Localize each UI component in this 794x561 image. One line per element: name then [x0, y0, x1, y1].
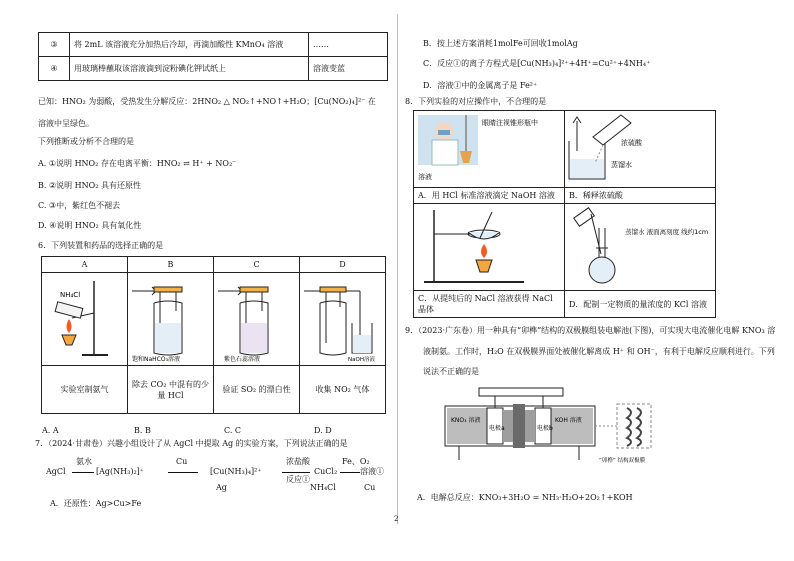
column-divider [397, 14, 398, 524]
q7-flow-diagram [38, 456, 390, 500]
row-number: ④ [39, 57, 70, 81]
q8-caption-b: B．稀释浓硫酸 [565, 188, 716, 204]
flow-nh4cl: NH₄Cl [310, 483, 336, 492]
ammonia-apparatus-diagram [42, 273, 122, 363]
q6-apparatus-d [300, 273, 386, 366]
q7-option-a: A．还原性：Ag>Cu>Fe [50, 499, 142, 508]
distilled-water-label: 蒸馏水 [611, 161, 632, 169]
dilution-diagram [565, 111, 715, 185]
q6-option-a: A. A [42, 426, 59, 435]
kno3-label: KNO₃ 溶液 [451, 417, 481, 424]
q9-option-a: A．电解总反应：KNO₃+3H₂O = NH₃·H₂O+2O₂↑+KOH [417, 493, 633, 502]
evaporation-diagram [414, 204, 564, 288]
nh4cl-label: NH₄Cl [60, 291, 81, 299]
q9-line-1: 9．（2023·广东卷）用一种具有“卯榫”结构的双极膜组装电解池(下图)，可实现大电流催化电解 KNO₃ 溶 [405, 326, 776, 335]
row-result: …… [309, 33, 388, 57]
q7-option-b: B．按上述方案消耗1molFe可回收1molAg [423, 39, 578, 48]
known-info-2: 溶液中呈绿色。 [38, 119, 94, 128]
flow-arrow [168, 472, 198, 473]
row-operation: 用玻璃棒蘸取该溶液滴到淀粉碘化钾试纸上 [70, 57, 309, 81]
q9-line-3: 说法不正确的是 [423, 367, 479, 376]
experiment-table [38, 32, 388, 81]
flow-reagent-fe-o2: Fe、O₂ [342, 457, 370, 466]
q6-option-d: D. D [314, 426, 332, 435]
known-info-1: 已知：HNO₂ 为弱酸，受热发生分解反应：2HNO₂ △ NO₂↑+NO↑+H₂O；[Cu(NO₂)₄]²⁻ 在 [38, 97, 376, 106]
titration-photo [414, 111, 564, 185]
q6-caption-b: 除去 CO₂ 中混有的少量 HCl [128, 366, 214, 414]
b-liquid-label: 饱和NaHCO₃溶液 [132, 356, 180, 363]
gas-collection-d-diagram [300, 273, 380, 363]
flow-arrow [72, 472, 94, 473]
flow-agcl: AgCl [46, 467, 66, 476]
q7-option-c: C．反应①的离子方程式是[Cu(NH₃)₄]²⁺+4H⁺=Cu²⁺+4NH₄⁺ [423, 59, 651, 68]
q6-apparatus-c [214, 273, 300, 366]
q6-apparatus-a [42, 273, 128, 366]
option-a: A. ①说明 HNO₂ 存在电离平衡：HNO₂ ⇌ H⁺ + NO₂⁻ [38, 159, 237, 168]
q6-caption-c: 验证 SO₂ 的漂白性 [214, 366, 300, 414]
flow-reagent-ammonia: 氨水 [76, 457, 92, 466]
row-operation: 将 2mL 该溶液充分加热后冷却，再滴加酸性 KMnO₄ 溶液 [70, 33, 309, 57]
q6-table [41, 256, 386, 414]
gas-wash-bottle-c-diagram [214, 273, 294, 363]
q6-caption-d: 收集 NO₂ 气体 [300, 366, 386, 414]
electrode-b-label: 电极b [537, 425, 553, 432]
koh-label: KOH 溶液 [555, 417, 582, 424]
titration-label-top: 眼睛注视锥形瓶中 [482, 119, 538, 127]
q6-stem: 6．下列装置和药品的选择正确的是 [38, 241, 164, 250]
flow-cucl2: CuCl₂ [314, 467, 338, 476]
q6-header-b: B [128, 257, 214, 273]
flow-arrow [282, 472, 310, 473]
volumetric-flask-diagram [565, 204, 715, 288]
flow-ag-complex: [Ag(NH₃)₂]⁺ [96, 467, 144, 476]
q6-apparatus-b [128, 273, 214, 366]
q8-table [413, 110, 716, 318]
option-c: C. ③中，紫红色不褪去 [38, 201, 121, 210]
flow-ag: Ag [216, 483, 227, 492]
q8-cell-a [414, 111, 565, 188]
q6-header-d: D [300, 257, 386, 273]
flow-reaction-1: 反应① [286, 475, 310, 484]
flow-reagent-cu: Cu [176, 457, 188, 466]
q7-stem: 7．（2024·甘肃卷）兴趣小组设计了从 AgCl 中提取 Ag 的实验方案，下列说法正确的是 [35, 439, 348, 448]
q8-caption-c: C．从提纯后的 NaCl 溶液获得 NaCl 晶体 [414, 291, 565, 318]
flow-reagent-hcl: 浓盐酸 [286, 457, 310, 466]
q8-caption-a: A．用 HCl 标准溶液滴定 NaOH 溶液 [414, 188, 565, 204]
electrode-a-label: 电极a [489, 425, 505, 432]
q8-cell-b [565, 111, 716, 188]
q6-header-c: C [214, 257, 300, 273]
row-number: ③ [39, 33, 70, 57]
q6-caption-a: 实验室制氨气 [42, 366, 128, 414]
q6-option-b: B. B [134, 426, 151, 435]
gas-wash-bottle-b-diagram [128, 273, 208, 363]
c-liquid-label: 紫色石蕊溶液 [224, 356, 261, 363]
q9-line-2: 液制氨。工作时，H₂O 在双极膜界面处被催化解离成 H⁺ 和 OH⁻，有利于电解反应顺利进行。下列 [423, 347, 775, 356]
flow-solution-1: 溶液① [360, 467, 384, 476]
q6-option-c: C. C [224, 426, 242, 435]
flow-arrow [340, 472, 360, 473]
d-liquid-label: NaOH溶液 [348, 357, 375, 363]
titration-label-bottom: 溶液 [418, 173, 432, 181]
flow-cu-complex: [Cu(NH₃)₄]²⁺ [210, 467, 262, 476]
table-row [39, 57, 388, 81]
q8-stem: 8．下列实验的对应操作中，不合理的是 [405, 97, 547, 106]
flask-label: 蒸馏水 液面离刻度 线约1cm [625, 228, 709, 236]
option-d: D. ④说明 HNO₂ 具有氧化性 [38, 221, 142, 230]
q7-option-d: D．溶液①中的金属离子是 Fe²⁺ [423, 81, 538, 90]
electrolysis-diagram [439, 384, 679, 474]
page-number: 2 [394, 515, 399, 523]
conc-sulfuric-label: 浓硫酸 [621, 139, 642, 147]
option-b: B. ②说明 HNO₂ 具有还原性 [38, 181, 141, 190]
q8-caption-d: D．配制一定物质的量浓度的 KCl 溶液 [565, 291, 716, 318]
q8-cell-c [414, 204, 565, 291]
row-result: 溶液变蓝 [309, 57, 388, 81]
q8-cell-d [565, 204, 716, 291]
question-text: 下列推断或分析不合理的是 [38, 137, 134, 146]
q6-header-a: A [42, 257, 128, 273]
table-row [39, 33, 388, 57]
membrane-label: “卯榫” 结构双极膜 [599, 458, 645, 464]
flow-cu: Cu [364, 483, 376, 492]
